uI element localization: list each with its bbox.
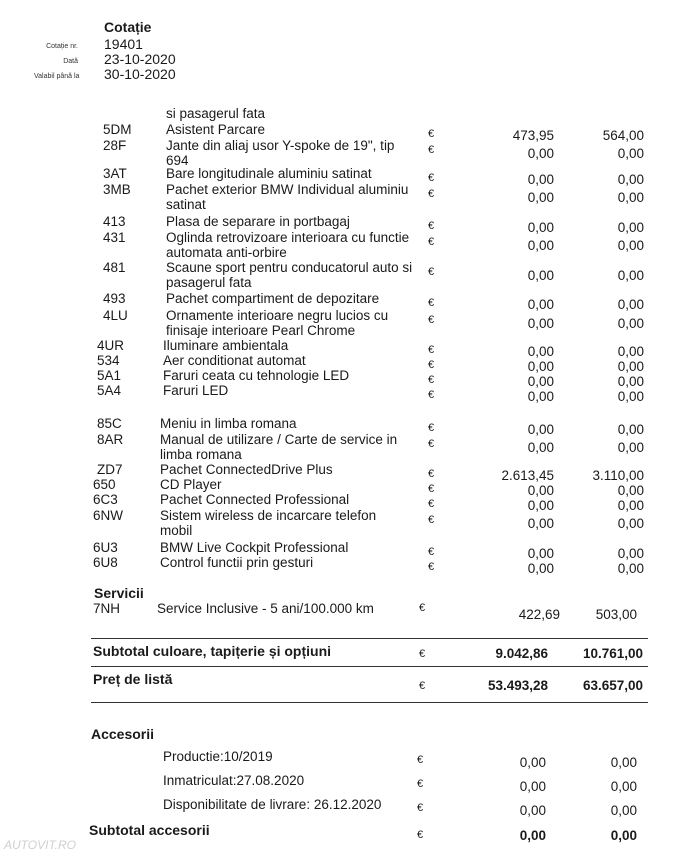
option-gross-price: 0,00 [617, 498, 644, 513]
euro-symbol: € [428, 188, 435, 200]
option-code: ZD7 [97, 462, 123, 477]
option-description: Meniu in limba romana [160, 416, 297, 431]
service-gross-price: 503,00 [595, 607, 637, 622]
option-description: Ornamente interioare negru lucios cu [166, 308, 389, 323]
list-price-gross: 63.657,00 [582, 678, 643, 693]
euro-symbol: € [428, 498, 435, 510]
option-description: Pachet ConnectedDrive Plus [160, 462, 333, 477]
euro-symbol: € [419, 648, 426, 660]
euro-symbol: € [417, 778, 424, 790]
divider-line [91, 702, 648, 703]
divider-line [91, 638, 648, 639]
date-label: Dată [63, 58, 78, 65]
option-code: 6NW [93, 508, 123, 523]
euro-symbol: € [428, 546, 435, 558]
option-gross-price: 3.110,00 [592, 468, 644, 483]
euro-symbol: € [428, 297, 435, 309]
euro-symbol: € [428, 359, 435, 371]
accessory-gross: 0,00 [610, 803, 637, 818]
option-gross-price: 0,00 [617, 268, 644, 283]
option-gross-price: 0,00 [617, 546, 644, 561]
euro-symbol: € [428, 172, 435, 184]
option-gross-price: 0,00 [617, 146, 644, 161]
quote-title: Cotație [104, 19, 152, 35]
option-code: 5DM [103, 122, 132, 137]
option-net-price: 0,00 [527, 422, 554, 437]
option-gross-price: 0,00 [617, 374, 644, 389]
euro-symbol: € [428, 561, 435, 573]
euro-symbol: € [428, 344, 435, 356]
subtotal-options-gross: 10.761,00 [582, 646, 643, 661]
list-price-net: 53.493,28 [487, 678, 548, 693]
euro-symbol: € [419, 602, 426, 614]
accessory-net: 0,00 [519, 779, 546, 794]
divider-line [91, 666, 648, 667]
subtotal-options-net: 9.042,86 [495, 646, 548, 661]
euro-symbol: € [428, 468, 435, 480]
option-gross-price: 0,00 [617, 220, 644, 235]
option-description: Jante din aliaj usor Y-spoke de 19", tip [166, 138, 395, 153]
euro-symbol: € [428, 374, 435, 386]
option-code: 4LU [103, 308, 128, 323]
accessory-gross: 0,00 [610, 779, 637, 794]
option-net-price: 0,00 [527, 546, 554, 561]
option-net-price: 473,95 [512, 128, 554, 143]
option-description: pasagerul fata [166, 275, 252, 290]
option-description: Pachet exterior BMW Individual aluminiu [166, 182, 409, 197]
option-gross-price: 0,00 [617, 516, 644, 531]
accessory-item: Inmatriculat:27.08.2020 [163, 773, 305, 788]
option-description: si pasagerul fata [166, 106, 266, 121]
option-code: 6C3 [93, 492, 118, 507]
option-description: Plasa de separare in portbagaj [166, 214, 350, 229]
option-code: 534 [97, 353, 120, 368]
accessory-item: Productie:10/2019 [163, 749, 273, 764]
option-code: 85C [97, 416, 122, 431]
option-net-price: 0,00 [527, 374, 554, 389]
option-net-price: 0,00 [527, 238, 554, 253]
option-gross-price: 0,00 [617, 422, 644, 437]
option-code: 431 [103, 230, 126, 245]
subtotal-accessories-net: 0,00 [519, 828, 546, 843]
option-description: limba romana [160, 447, 242, 462]
option-description: Bare longitudinale aluminiu satinat [166, 166, 372, 181]
option-description: Sistem wireless de incarcare telefon [160, 508, 377, 523]
option-description: Faruri LED [163, 383, 229, 398]
valid-until-date: 30-10-2020 [104, 66, 176, 82]
option-description: Control functii prin gesturi [160, 555, 314, 570]
service-code: 7NH [93, 601, 121, 616]
option-description: 694 [166, 153, 189, 168]
option-net-price: 0,00 [527, 146, 554, 161]
option-net-price: 0,00 [527, 190, 554, 205]
option-code: 4UR [97, 338, 125, 353]
option-gross-price: 0,00 [617, 316, 644, 331]
quote-number: 19401 [104, 36, 143, 52]
option-description: Asistent Parcare [166, 122, 266, 137]
option-gross-price: 0,00 [617, 238, 644, 253]
option-description: CD Player [160, 477, 222, 492]
euro-symbol: € [428, 144, 435, 156]
option-net-price: 0,00 [527, 220, 554, 235]
option-code: 413 [103, 214, 126, 229]
option-code: 6U8 [93, 555, 118, 570]
option-gross-price: 0,00 [617, 440, 644, 455]
option-gross-price: 564,00 [602, 128, 644, 143]
euro-symbol: € [428, 483, 435, 495]
option-code: 5A1 [97, 368, 122, 383]
quote-number-label: Cotație nr. [46, 43, 78, 50]
subtotal-accessories-label: Subtotal accesorii [89, 822, 210, 838]
euro-symbol: € [428, 514, 435, 526]
option-description: Faruri ceata cu tehnologie LED [163, 368, 350, 383]
option-gross-price: 0,00 [617, 483, 644, 498]
option-net-price: 0,00 [527, 172, 554, 187]
euro-symbol: € [428, 236, 435, 248]
accessories-title: Accesorii [91, 726, 155, 742]
option-gross-price: 0,00 [617, 389, 644, 404]
service-description: Service Inclusive - 5 ani/100.000 km [157, 601, 374, 616]
euro-symbol: € [417, 829, 424, 841]
option-description: Scaune sport pentru conducatorul auto si [166, 260, 413, 275]
euro-symbol: € [417, 802, 424, 814]
option-description: finisaje interioare Pearl Chrome [166, 323, 356, 338]
euro-symbol: € [428, 422, 435, 434]
watermark-logo: AUTOVIT.RO [4, 838, 77, 852]
euro-symbol: € [428, 314, 435, 326]
option-code: 650 [93, 477, 116, 492]
option-code: 3MB [103, 182, 131, 197]
option-code: 493 [103, 291, 126, 306]
quote-date: 23-10-2020 [104, 51, 176, 67]
option-code: 8AR [97, 432, 124, 447]
option-description: Aer conditionat automat [163, 353, 306, 368]
option-code: 5A4 [97, 383, 122, 398]
option-gross-price: 0,00 [617, 297, 644, 312]
option-description: Iluminare ambientala [163, 338, 289, 353]
option-net-price: 0,00 [527, 316, 554, 331]
euro-symbol: € [428, 266, 435, 278]
option-description: satinat [166, 197, 206, 212]
option-gross-price: 0,00 [617, 344, 644, 359]
euro-symbol: € [428, 438, 435, 450]
option-code: 6U3 [93, 540, 118, 555]
option-code: 3AT [103, 166, 127, 181]
euro-symbol: € [428, 128, 435, 140]
option-gross-price: 0,00 [617, 190, 644, 205]
service-net-price: 422,69 [518, 607, 560, 622]
option-net-price: 0,00 [527, 359, 554, 374]
accessory-gross: 0,00 [610, 755, 637, 770]
accessory-net: 0,00 [519, 755, 546, 770]
option-code: 481 [103, 260, 126, 275]
option-description: mobil [160, 523, 193, 538]
services-title: Servicii [94, 585, 144, 601]
option-net-price: 0,00 [527, 498, 554, 513]
valid-until-label: Valabil până la [34, 73, 80, 80]
euro-symbol: € [419, 680, 426, 692]
subtotal-options-label: Subtotal culoare, tapițerie și opțiuni [93, 643, 332, 659]
option-net-price: 0,00 [527, 516, 554, 531]
option-net-price: 0,00 [527, 344, 554, 359]
option-gross-price: 0,00 [617, 172, 644, 187]
option-gross-price: 0,00 [617, 561, 644, 576]
option-gross-price: 0,00 [617, 359, 644, 374]
option-code: 28F [103, 138, 127, 153]
option-net-price: 0,00 [527, 440, 554, 455]
list-price-label: Preț de listă [93, 671, 173, 687]
subtotal-accessories-gross: 0,00 [610, 828, 637, 843]
euro-symbol: € [428, 389, 435, 401]
option-description: Pachet Connected Professional [160, 492, 350, 507]
option-net-price: 2.613,45 [501, 468, 554, 483]
option-net-price: 0,00 [527, 561, 554, 576]
euro-symbol: € [417, 754, 424, 766]
option-net-price: 0,00 [527, 389, 554, 404]
option-description: Oglinda retrovizoare interioara cu functie [166, 230, 410, 245]
option-description: automata anti-orbire [166, 245, 287, 260]
option-net-price: 0,00 [527, 297, 554, 312]
accessory-net: 0,00 [519, 803, 546, 818]
option-net-price: 0,00 [527, 268, 554, 283]
option-description: Pachet compartiment de depozitare [166, 291, 380, 306]
option-description: Manual de utilizare / Carte de service in [160, 432, 398, 447]
option-description: BMW Live Cockpit Professional [160, 540, 349, 555]
option-net-price: 0,00 [527, 483, 554, 498]
accessory-item: Disponibilitate de livrare: 26.12.2020 [163, 797, 382, 812]
euro-symbol: € [428, 220, 435, 232]
